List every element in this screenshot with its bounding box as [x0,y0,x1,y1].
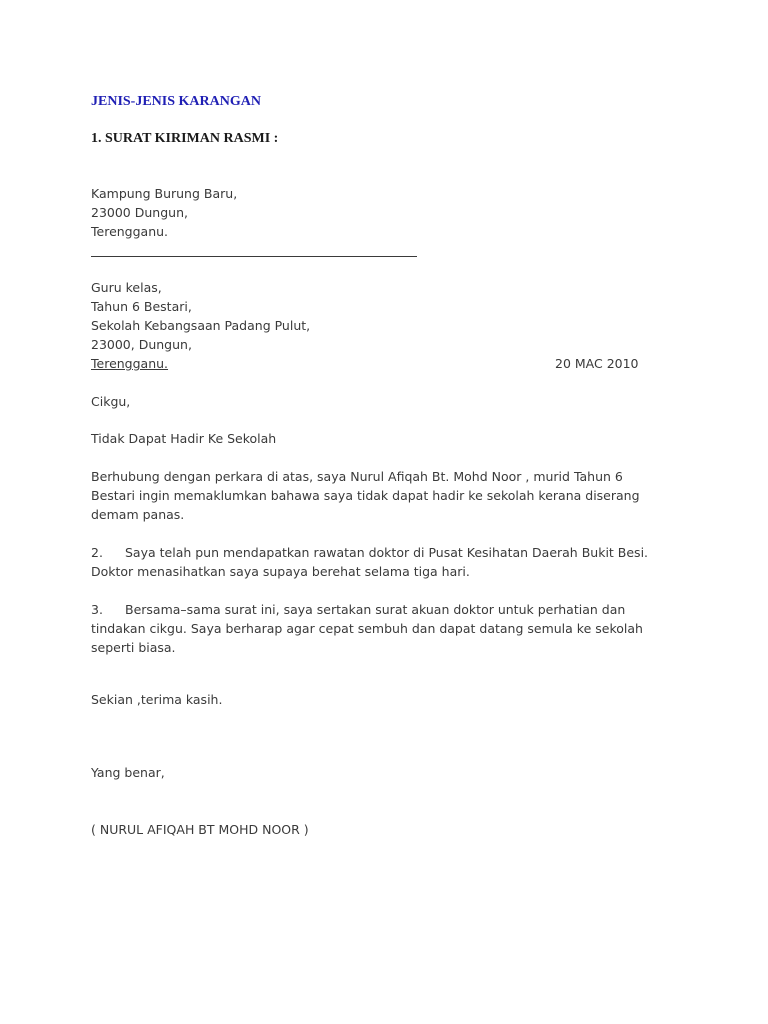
recipient-address-line: Sekolah Kebangsaan Padang Pulut, [91,318,311,333]
paragraph-line: tindakan cikgu. Saya berharap agar cepat sembuh dan dapat datang semula ke sekolah [91,621,643,636]
paragraph-3 [91,600,643,657]
recipient-address-line: Tahun 6 Bestari, [91,299,192,314]
paragraph-first-line [91,600,643,619]
paragraph-line: Doktor menasihatkan saya supaya berehat selama tiga hari. [91,564,470,579]
paragraph-line: Bestari ingin memaklumkan bahawa saya tidak dapat hadir ke sekolah kerana diserang [91,488,640,503]
recipient-address-line: Guru kelas, [91,280,162,295]
signature-name: ( NURUL AFIQAH BT MOHD NOOR ) [91,822,309,837]
salutation: Cikgu, [91,394,131,409]
recipient-address-line: 23000, Dungun, [91,337,192,352]
paragraph-number: 2. [91,545,103,560]
paragraph-first-line [91,543,648,562]
document-title: JENIS-JENIS KARANGAN [91,94,261,109]
recipient-address [91,278,310,373]
closing-line: Sekian ,terima kasih. [91,692,223,707]
paragraph-line: Saya telah pun mendapatkan rawatan doktor di Pusat Kesihatan Daerah Bukit Besi. [125,545,649,560]
sender-address [91,184,237,241]
recipient-address-line: Terengganu. [91,356,169,371]
paragraph-line: seperti biasa. [91,640,176,655]
paragraph-number: 3. [91,602,103,617]
paragraph-line: Berhubung dengan perkara di atas, saya Nurul Afiqah Bt. Mohd Noor , murid Tahun 6 [91,469,623,484]
sender-address-line: 23000 Dungun, [91,205,188,220]
paragraph-2 [91,543,648,581]
letter-date: 20 MAC 2010 [555,356,639,371]
address-separator [91,256,417,257]
sender-address-line: Terengganu. [91,224,169,239]
subject-line: Tidak Dapat Hadir Ke Sekolah [91,431,277,446]
section-heading: 1. SURAT KIRIMAN RASMI : [91,131,279,146]
signoff: Yang benar, [91,765,165,780]
paragraph-line: Bersama–sama surat ini, saya sertakan surat akuan doktor untuk perhatian dan [125,602,626,617]
paragraph-line: demam panas. [91,507,185,522]
sender-address-line: Kampung Burung Baru, [91,186,238,201]
paragraph-1 [91,467,640,524]
